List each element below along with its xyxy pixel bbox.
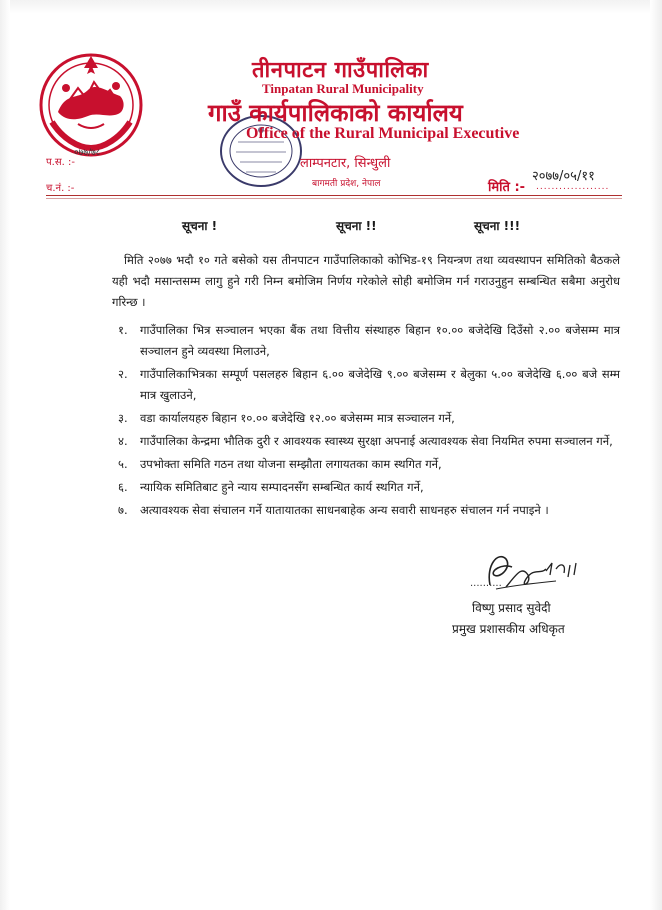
item-text: गाउँपालिका केन्द्रमा भौतिक दुरी र आवश्यक स्वास्थ्य सुरक्षा अपनाई अत्यावश्यक सेवा नियमित रुपमा सञ्चालन गर्ने, [140, 434, 613, 448]
page-edge [650, 0, 662, 910]
signatory-title: प्रमुख प्रशासकीय अधिकृत [452, 622, 565, 636]
page-edge [0, 0, 662, 14]
item-number: ५. [118, 457, 128, 471]
list-item [112, 320, 620, 362]
municipality-name-nepali: तीनपाटन गाउँपालिका [252, 58, 429, 83]
signatory-name: विष्णु प्रसाद सुवेदी [472, 601, 551, 615]
office-province: बागमती प्रदेश, नेपाल [312, 179, 381, 189]
item-number: ६. [118, 480, 128, 494]
page-edge [0, 0, 10, 910]
item-number: ७. [118, 503, 128, 517]
item-text: उपभोक्ता समिति गठन तथा योजना सम्झौता लगायतका काम स्थगित गर्ने, [140, 457, 442, 471]
item-number: ४. [118, 434, 128, 448]
item-text: गाउँपालिका भित्र सञ्चालन भएका बैंक तथा वित्तीय संस्थाहरु बिहान १०.०० बजेदेखि दिउँसो २.०० बजेसम्म मात्र सञ्चालन हुने व्यवस्था मिलाउने, [140, 323, 620, 358]
list-item [112, 408, 620, 429]
list-item [112, 364, 620, 406]
reference-number: ०७७/७८ [74, 148, 101, 158]
notice-body [112, 250, 620, 313]
header-divider [46, 198, 622, 199]
notice-heading: सूचना !! [336, 219, 377, 233]
dispatch-number-label: च.नं. :- [46, 183, 75, 194]
office-name-english: Office of the Rural Municipal Executive [246, 125, 520, 142]
office-name-nepali: गाउँ कार्यपालिकाको कार्यालय [208, 99, 463, 127]
item-text: गाउँपालिकाभित्रका सम्पूर्ण पसलहरु बिहान ६.०० बजेदेखि ९.०० बजेसम्म र बेलुका ५.०० बजेदेखि ६.०० बजे सम्म मात्र खुलाउने, [140, 367, 620, 402]
item-text: अत्यावश्यक सेवा संचालन गर्ने यातायातका साधनबाहेक अन्य सवारी साधनहरु संचालन गर्न नपाइने । [140, 503, 549, 517]
item-number: २. [118, 367, 128, 381]
office-location: लाम्पनटार, सिन्धुली [300, 156, 391, 171]
reference-label: प.स. :- [46, 157, 75, 168]
item-number: १. [118, 323, 128, 337]
notice-heading: सूचना ! [182, 219, 218, 233]
item-text: वडा कार्यालयहरु बिहान १०.०० बजेदेखि १२.०० बजेसम्म मात्र सञ्चालन गर्ने, [140, 411, 455, 425]
date-dots: ................... [536, 182, 610, 192]
signature-line: .......... [470, 578, 502, 589]
item-number: ३. [118, 411, 128, 425]
list-item [112, 477, 620, 498]
list-item [112, 454, 620, 475]
date-label: मिति :- [488, 180, 526, 195]
municipality-name-english: Tinpatan Rural Municipality [262, 81, 424, 96]
list-item [112, 431, 620, 452]
header-divider [46, 195, 622, 196]
decision-list [112, 320, 620, 523]
municipality-emblem-logo [38, 52, 144, 158]
notice-heading: सूचना !!! [474, 219, 521, 233]
item-text: न्यायिक समितिबाट हुने न्याय सम्पादनसँग सम्बन्धित कार्य स्थगित गर्ने, [140, 480, 424, 494]
list-item [112, 500, 620, 521]
notice-body-text: मिति २०७७ भदौ १० गते बसेको यस तीनपाटन गाउँपालिकाको कोभिड-१९ नियन्त्रण तथा व्यवस्थापन समितिको बैठकले यही भदौ मसान्तसम्म लागु हुने गरी निम्न बमोजिम निर्णय गरेकोले सोही बमोजिम गर्न गराउनुहुन सम्बन्धित सबैमा अनुरोध गरिन्छ । [112, 253, 620, 309]
date-value: २०७७/०५/११ [532, 169, 595, 184]
